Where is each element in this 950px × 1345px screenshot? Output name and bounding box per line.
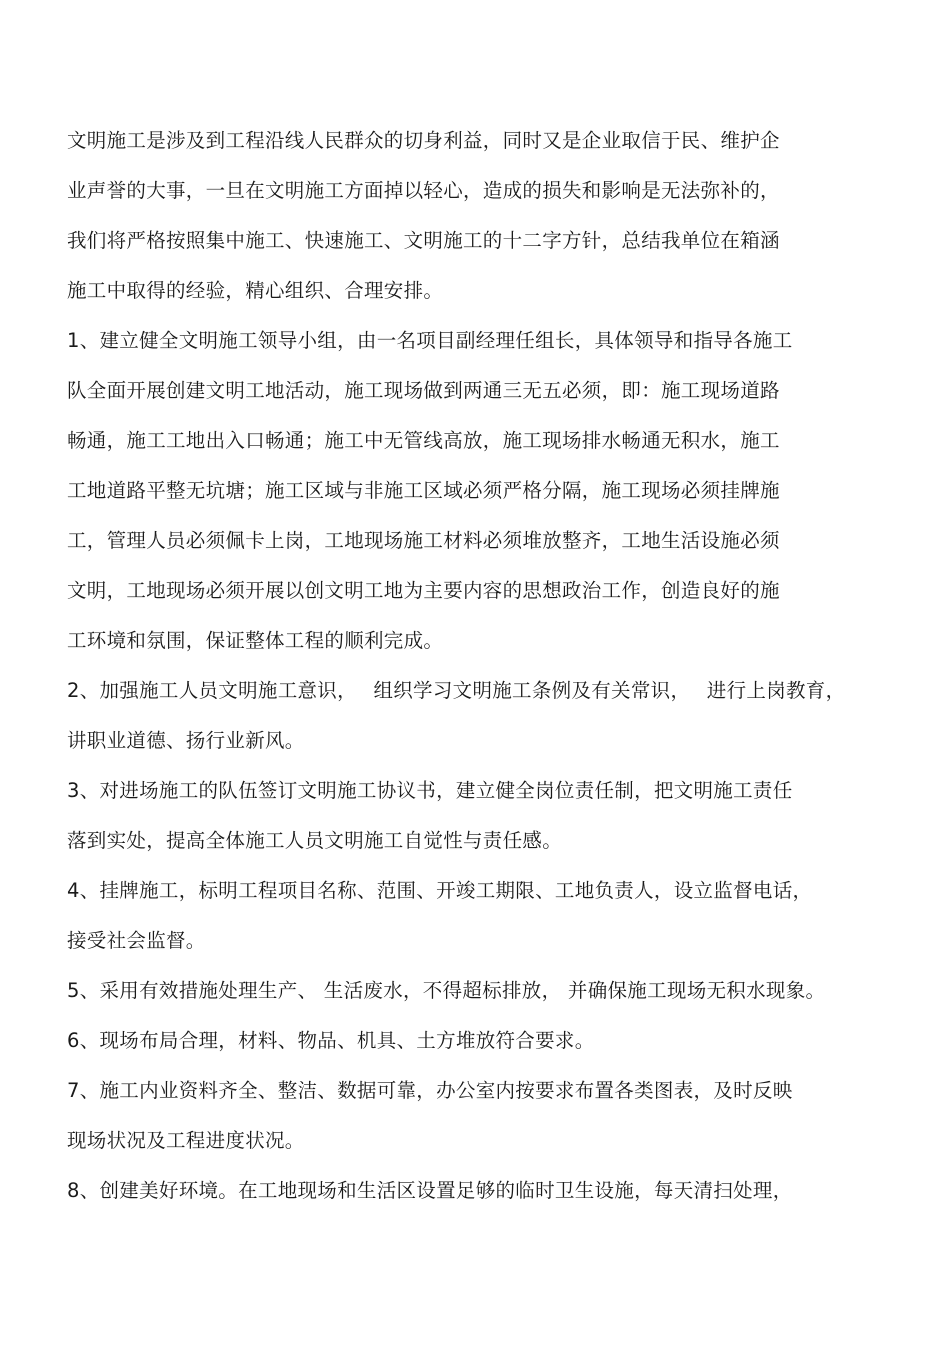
item-4-line-1: 4、挂牌施工，标明工程项目名称、范围、开竣工期限、工地负责人，设立监督电话， — [67, 879, 813, 902]
paragraph-intro-line-3: 我们将严格按照集中施工、快速施工、文明施工的十二字方针，总结我单位在箱涵 — [67, 229, 780, 252]
item-3-line-2: 落到实处，提高全体施工人员文明施工自觉性与责任感。 — [67, 829, 563, 852]
item-1-line-5: 工，管理人员必须佩卡上岗，工地现场施工材料必须堆放整齐，工地生活设施必须 — [67, 529, 780, 552]
item-4-line-2: 接受社会监督。 — [67, 929, 206, 952]
item-5-line-1: 5、采用有效措施处理生产、 生活废水，不得超标排放， 并确保施工现场无积水现象。 — [67, 979, 826, 1002]
item-8-line-1: 8、创建美好环境。在工地现场和生活区设置足够的临时卫生设施，每天清扫处理， — [67, 1179, 793, 1202]
item-3-line-1: 3、对进场施工的队伍签订文明施工协议书，建立健全岗位责任制，把文明施工责任 — [67, 779, 793, 802]
item-6-line-1: 6、现场布局合理，材料、物品、机具、土方堆放符合要求。 — [67, 1029, 595, 1052]
item-1-line-2: 队全面开展创建文明工地活动，施工现场做到两通三无五必须，即：施工现场道路 — [67, 379, 780, 402]
paragraph-intro-line-4: 施工中取得的经验，精心组织、合理安排。 — [67, 279, 444, 302]
item-7-line-2: 现场状况及工程进度状况。 — [67, 1129, 305, 1152]
item-2-line-2: 讲职业道德、扬行业新风。 — [67, 729, 305, 752]
item-1-line-6: 文明，工地现场必须开展以创文明工地为主要内容的思想政治工作，创造良好的施 — [67, 579, 780, 602]
paragraph-intro-line-1: 文明施工是涉及到工程沿线人民群众的切身利益，同时又是企业取信于民、维护企 — [67, 129, 780, 152]
item-2-line-1: 2、加强施工人员文明施工意识， 组织学习文明施工条例及有关常识， 进行上岗教育， — [67, 679, 846, 702]
item-1-line-1: 1、建立健全文明施工领导小组，由一名项目副经理任组长，具体领导和指导各施工 — [67, 329, 793, 352]
item-1-line-3: 畅通，施工工地出入口畅通；施工中无管线高放，施工现场排水畅通无积水，施工 — [67, 429, 780, 452]
item-1-line-7: 工环境和氛围，保证整体工程的顺利完成。 — [67, 629, 444, 652]
item-7-line-1: 7、施工内业资料齐全、整洁、数据可靠，办公室内按要求布置各类图表，及时反映 — [67, 1079, 793, 1102]
paragraph-intro-line-2: 业声誉的大事，一旦在文明施工方面掉以轻心，造成的损失和影响是无法弥补的， — [67, 179, 780, 202]
item-1-line-4: 工地道路平整无坑塘；施工区域与非施工区域必须严格分隔，施工现场必须挂牌施 — [67, 479, 780, 502]
